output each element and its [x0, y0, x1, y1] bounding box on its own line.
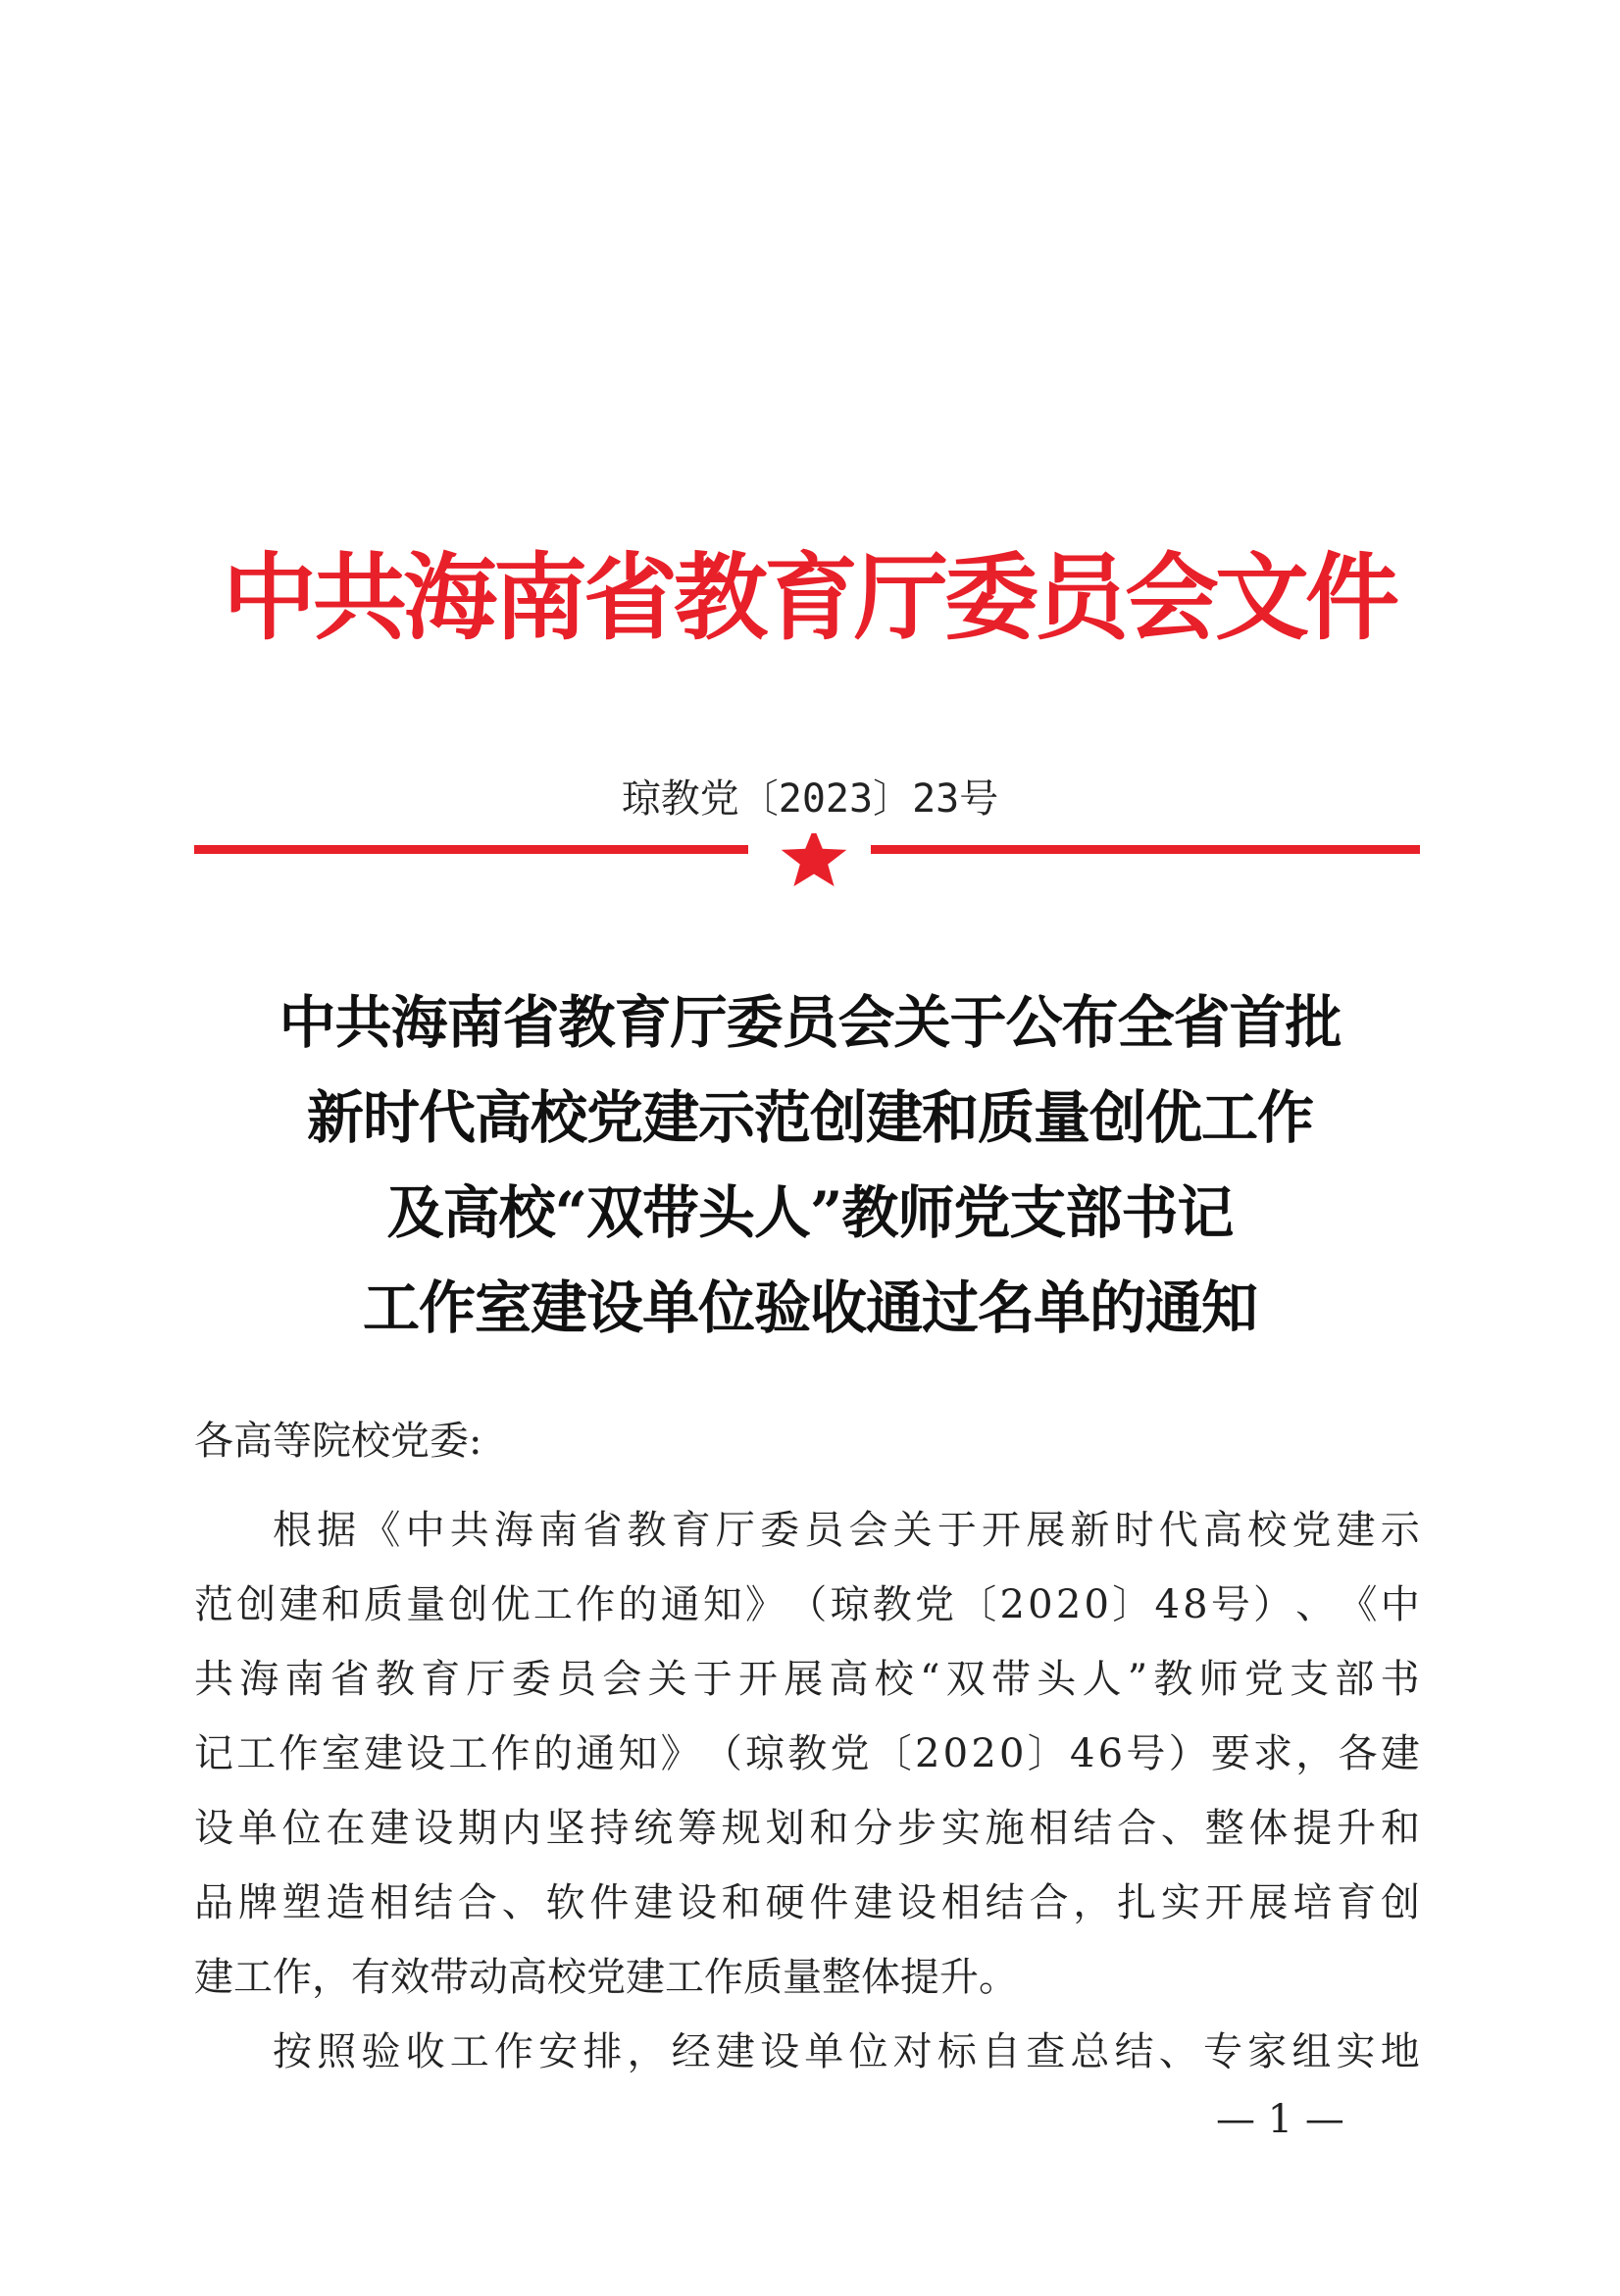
red-divider — [194, 833, 1420, 892]
glyph: 中 — [1380, 1582, 1420, 1627]
glyph: 中 — [405, 1508, 445, 1553]
glyph: 育 — [1337, 1880, 1377, 1925]
glyph: ） — [1253, 1582, 1293, 1627]
glyph: 、 — [1295, 1582, 1336, 1627]
glyph: 坚 — [545, 1806, 585, 1851]
glyph: 标 — [937, 2029, 977, 2074]
notice-title — [137, 975, 1483, 1356]
glyph: 塑 — [281, 1880, 322, 1925]
glyph: 相 — [1029, 1806, 1069, 1851]
glyph: 要 — [1210, 1731, 1250, 1776]
glyph: 作 — [278, 1731, 319, 1776]
glyph: 设 — [406, 1731, 446, 1776]
glyph: 2 — [971, 1731, 996, 1776]
glyph: 省 — [329, 1657, 370, 1702]
glyph: 带 — [990, 1657, 1031, 1702]
glyph: 实 — [1336, 2029, 1376, 2074]
glyph: 查 — [1026, 2029, 1066, 2074]
glyph: 的 — [532, 1731, 573, 1776]
glyph: 创 — [236, 1582, 277, 1627]
glyph: 厅 — [466, 1657, 506, 1702]
glyph: 施 — [985, 1806, 1025, 1851]
glyph: 教 — [872, 1582, 912, 1627]
glyph: 合 — [1117, 1806, 1157, 1851]
text-line-content — [194, 1568, 1420, 1642]
page-number: — 1 — — [1216, 2097, 1344, 2142]
text-line — [194, 1642, 1420, 1717]
text-line-content — [273, 1493, 1420, 1568]
text-line — [194, 1568, 1420, 1642]
glyph: 南 — [284, 1657, 325, 1702]
glyph: 结 — [1114, 2029, 1154, 2074]
text-line-content: 建工作，有效带动高校党建工作质量整体提升。 — [194, 1955, 1018, 2000]
glyph: 教 — [1153, 1657, 1193, 1702]
text-line-content — [194, 1791, 1420, 1866]
glyph: 校 — [874, 1657, 914, 1702]
glyph: 开 — [982, 1508, 1021, 1553]
glyph: 规 — [721, 1806, 761, 1851]
paragraph-1 — [194, 1493, 1420, 2015]
glyph: 教 — [627, 1508, 667, 1553]
glyph: 步 — [897, 1806, 937, 1851]
glyph: 工 — [532, 1582, 573, 1627]
glyph: ） — [1168, 1731, 1208, 1776]
glyph: 设 — [760, 2029, 800, 2074]
glyph: 琼 — [745, 1731, 785, 1776]
glyph: 作 — [490, 1731, 531, 1776]
glyph: 、 — [1158, 2029, 1198, 2074]
glyph: 范 — [194, 1582, 233, 1627]
glyph: 件 — [809, 1880, 849, 1925]
glyph: 琼 — [830, 1582, 870, 1627]
glyph: 建 — [363, 1731, 403, 1776]
glyph: 支 — [1290, 1657, 1330, 1702]
glyph: 〕 — [1027, 1731, 1067, 1776]
glyph: 2 — [1055, 1582, 1082, 1627]
glyph: 》 — [745, 1582, 785, 1627]
glyph: 师 — [1198, 1657, 1239, 1702]
glyph: 合 — [1029, 1880, 1069, 1925]
glyph: 和 — [809, 1806, 849, 1851]
glyph: 〔 — [957, 1582, 997, 1627]
glyph: 设 — [897, 1880, 937, 1925]
glyph: 关 — [647, 1657, 687, 1702]
title-line: 工作室建设单位验收通过名单的通知 — [362, 1274, 1257, 1341]
glyph: 委 — [511, 1657, 551, 1702]
glyph: 牌 — [237, 1880, 278, 1925]
glyph: 单 — [804, 2029, 844, 2074]
glyph: 设 — [677, 1880, 717, 1925]
glyph: 员 — [804, 1508, 844, 1553]
text-line-content — [273, 2015, 1420, 2089]
glyph: 实 — [1160, 1880, 1200, 1925]
glyph: 据 — [317, 1508, 357, 1553]
glyph: 党 — [830, 1731, 870, 1776]
glyph: 0 — [942, 1731, 969, 1776]
salutation: 各高等院校党委: — [194, 1419, 482, 1464]
glyph: 提 — [1292, 1806, 1333, 1851]
glyph: 划 — [765, 1806, 805, 1851]
glyph: 工 — [448, 1731, 488, 1776]
glyph: 2 — [914, 1731, 940, 1776]
glyph: 的 — [618, 1582, 658, 1627]
glyph: 知 — [618, 1731, 658, 1776]
glyph: 家 — [1247, 2029, 1288, 2074]
glyph: 开 — [738, 1657, 778, 1702]
glyph: 结 — [414, 1880, 454, 1925]
document-number: 琼教党〔2023〕23号 — [621, 776, 999, 822]
glyph: 升 — [1337, 1806, 1377, 1851]
divider-line-right — [871, 845, 1420, 854]
glyph: 示 — [1380, 1508, 1420, 1553]
glyph: 和 — [721, 1880, 761, 1925]
glyph: （ — [702, 1731, 742, 1776]
glyph: 部 — [1335, 1657, 1375, 1702]
glyph: 结 — [985, 1880, 1025, 1925]
glyph: 相 — [370, 1880, 410, 1925]
glyph: 分 — [853, 1806, 893, 1851]
glyph: 经 — [671, 2029, 711, 2074]
glyph: 教 — [376, 1657, 415, 1702]
glyph: 委 — [760, 1508, 800, 1553]
glyph: 省 — [582, 1508, 623, 1553]
glyph: 号 — [1210, 1582, 1250, 1627]
glyph: ， — [627, 2029, 667, 2074]
glyph: 建 — [715, 2029, 755, 2074]
glyph: 专 — [1202, 2029, 1242, 2074]
text-line-content — [194, 1642, 1420, 1717]
glyph: 统 — [633, 1806, 674, 1851]
glyph: 设 — [414, 1806, 454, 1851]
glyph: 位 — [848, 2029, 888, 2074]
glyph: 内 — [501, 1806, 541, 1851]
glyph: 整 — [1204, 1806, 1244, 1851]
glyph: 高 — [1202, 1508, 1242, 1553]
glyph: 各 — [1338, 1731, 1378, 1776]
glyph: 按 — [273, 2029, 312, 2074]
glyph: 员 — [557, 1657, 596, 1702]
glyph: 展 — [1248, 1880, 1289, 1925]
glyph: 排 — [582, 2029, 623, 2074]
glyph: 扎 — [1117, 1880, 1157, 1925]
glyph: 品 — [194, 1880, 233, 1925]
glyph: 共 — [194, 1657, 233, 1702]
glyph: 硬 — [765, 1880, 805, 1925]
glyph: 双 — [945, 1657, 986, 1702]
glyph: 育 — [421, 1657, 461, 1702]
glyph: 书 — [1380, 1657, 1420, 1702]
glyph: 在 — [326, 1806, 366, 1851]
glyph: 关 — [892, 1508, 933, 1553]
issuer-header: 中共海南省教育厅委员会文件 — [223, 542, 1395, 653]
glyph: 室 — [321, 1731, 361, 1776]
glyph: 建 — [1380, 1731, 1420, 1776]
glyph: 建 — [633, 1880, 674, 1925]
glyph: 建 — [1336, 1508, 1376, 1553]
glyph: 质 — [363, 1582, 403, 1627]
glyph: 建 — [853, 1880, 893, 1925]
glyph: 合 — [457, 1880, 497, 1925]
glyph: 〔 — [872, 1731, 912, 1776]
glyph: 实 — [940, 1806, 981, 1851]
glyph: 《 — [1338, 1582, 1378, 1627]
glyph: 南 — [538, 1508, 579, 1553]
glyph: 建 — [278, 1582, 319, 1627]
text-line — [194, 2015, 1420, 2089]
paragraph-2 — [194, 2015, 1420, 2089]
glyph: 组 — [1291, 2029, 1332, 2074]
glyph: 4 — [1069, 1731, 1095, 1776]
text-line — [194, 1866, 1420, 1940]
divider-line-left — [194, 845, 748, 854]
glyph: 记 — [194, 1731, 233, 1776]
glyph: 于 — [937, 1508, 977, 1553]
glyph: 0 — [1028, 1582, 1053, 1627]
glyph: 育 — [671, 1508, 711, 1553]
glyph: ， — [1073, 1880, 1113, 1925]
glyph: 优 — [490, 1582, 531, 1627]
glyph: 厅 — [715, 1508, 755, 1553]
glyph: 、 — [1160, 1806, 1200, 1851]
glyph: 设 — [194, 1806, 233, 1851]
glyph: 筹 — [677, 1806, 717, 1851]
glyph: ” — [1127, 1657, 1148, 1702]
glyph: 量 — [406, 1582, 446, 1627]
glyph: 0 — [999, 1731, 1025, 1776]
glyph: 高 — [829, 1657, 869, 1702]
glyph: 对 — [892, 2029, 933, 2074]
glyph: 工 — [449, 2029, 489, 2074]
glyph: 求 — [1253, 1731, 1293, 1776]
glyph: 持 — [589, 1806, 630, 1851]
glyph: 和 — [321, 1582, 361, 1627]
glyph: 新 — [1070, 1508, 1110, 1553]
glyph: 展 — [1026, 1508, 1066, 1553]
glyph: 8 — [1183, 1582, 1208, 1627]
glyph: ， — [1295, 1731, 1336, 1776]
glyph: 时 — [1114, 1508, 1154, 1553]
glyph: 体 — [1248, 1806, 1289, 1851]
glyph: 总 — [1070, 2029, 1110, 2074]
glyph: 结 — [1073, 1806, 1113, 1851]
glyph: 作 — [576, 1582, 616, 1627]
glyph: 海 — [239, 1657, 279, 1702]
glyph: 和 — [1380, 1806, 1420, 1851]
glyph: 创 — [1380, 1880, 1420, 1925]
glyph: 》 — [660, 1731, 700, 1776]
glyph: 根 — [273, 1508, 312, 1553]
glyph: 单 — [237, 1806, 278, 1851]
glyph: 头 — [1037, 1657, 1077, 1702]
glyph: 期 — [457, 1806, 497, 1851]
glyph: 6 — [1097, 1731, 1124, 1776]
glyph: 作 — [493, 2029, 533, 2074]
glyph: 展 — [784, 1657, 824, 1702]
glyph: 4 — [1154, 1582, 1180, 1627]
glyph: 知 — [702, 1582, 742, 1627]
glyph: 0 — [1084, 1582, 1109, 1627]
glyph: 人 — [1082, 1657, 1122, 1702]
glyph: 软 — [545, 1880, 585, 1925]
glyph: “ — [920, 1657, 940, 1702]
glyph: 教 — [787, 1731, 828, 1776]
glyph: 2 — [999, 1582, 1025, 1627]
text-line — [194, 1791, 1420, 1866]
glyph: 地 — [1380, 2029, 1420, 2074]
glyph: 通 — [660, 1582, 700, 1627]
glyph: 校 — [1247, 1508, 1288, 1553]
glyph: 党 — [1291, 1508, 1332, 1553]
glyph: 党 — [914, 1582, 954, 1627]
glyph: 会 — [848, 1508, 888, 1553]
glyph: 、 — [501, 1880, 541, 1925]
glyph: 〕 — [1112, 1582, 1152, 1627]
title-line: 新时代高校党建示范创建和质量创优工作 — [306, 1084, 1313, 1151]
text-line — [194, 1493, 1420, 1568]
glyph: 照 — [317, 2029, 357, 2074]
glyph: （ — [787, 1582, 828, 1627]
text-line — [194, 1940, 1420, 2015]
text-line-content — [194, 1866, 1420, 1940]
glyph: 会 — [602, 1657, 642, 1702]
glyph: 件 — [589, 1880, 630, 1925]
glyph: 代 — [1158, 1508, 1198, 1553]
glyph: 造 — [326, 1880, 366, 1925]
text-line-content — [194, 1717, 1420, 1791]
glyph: 号 — [1126, 1731, 1166, 1776]
glyph: 安 — [538, 2029, 579, 2074]
glyph: 海 — [493, 1508, 533, 1553]
glyph: 工 — [236, 1731, 277, 1776]
glyph: 收 — [405, 2029, 445, 2074]
glyph: 位 — [281, 1806, 322, 1851]
glyph: 创 — [448, 1582, 488, 1627]
glyph: 相 — [940, 1880, 981, 1925]
glyph: 培 — [1292, 1880, 1333, 1925]
glyph: 通 — [576, 1731, 616, 1776]
star-icon — [782, 833, 847, 886]
glyph: 《 — [361, 1508, 401, 1553]
glyph: 共 — [449, 1508, 489, 1553]
glyph: 于 — [692, 1657, 733, 1702]
title-line: 中共海南省教育厅委员会关于公布全省首批 — [278, 989, 1342, 1056]
glyph: 开 — [1204, 1880, 1244, 1925]
glyph: 验 — [361, 2029, 401, 2074]
glyph: 自 — [982, 2029, 1021, 2074]
title-line: 及高校“双带头人”教师党支部书记 — [386, 1179, 1234, 1246]
glyph: 党 — [1243, 1657, 1284, 1702]
glyph: 建 — [370, 1806, 410, 1851]
text-line — [194, 1717, 1420, 1791]
